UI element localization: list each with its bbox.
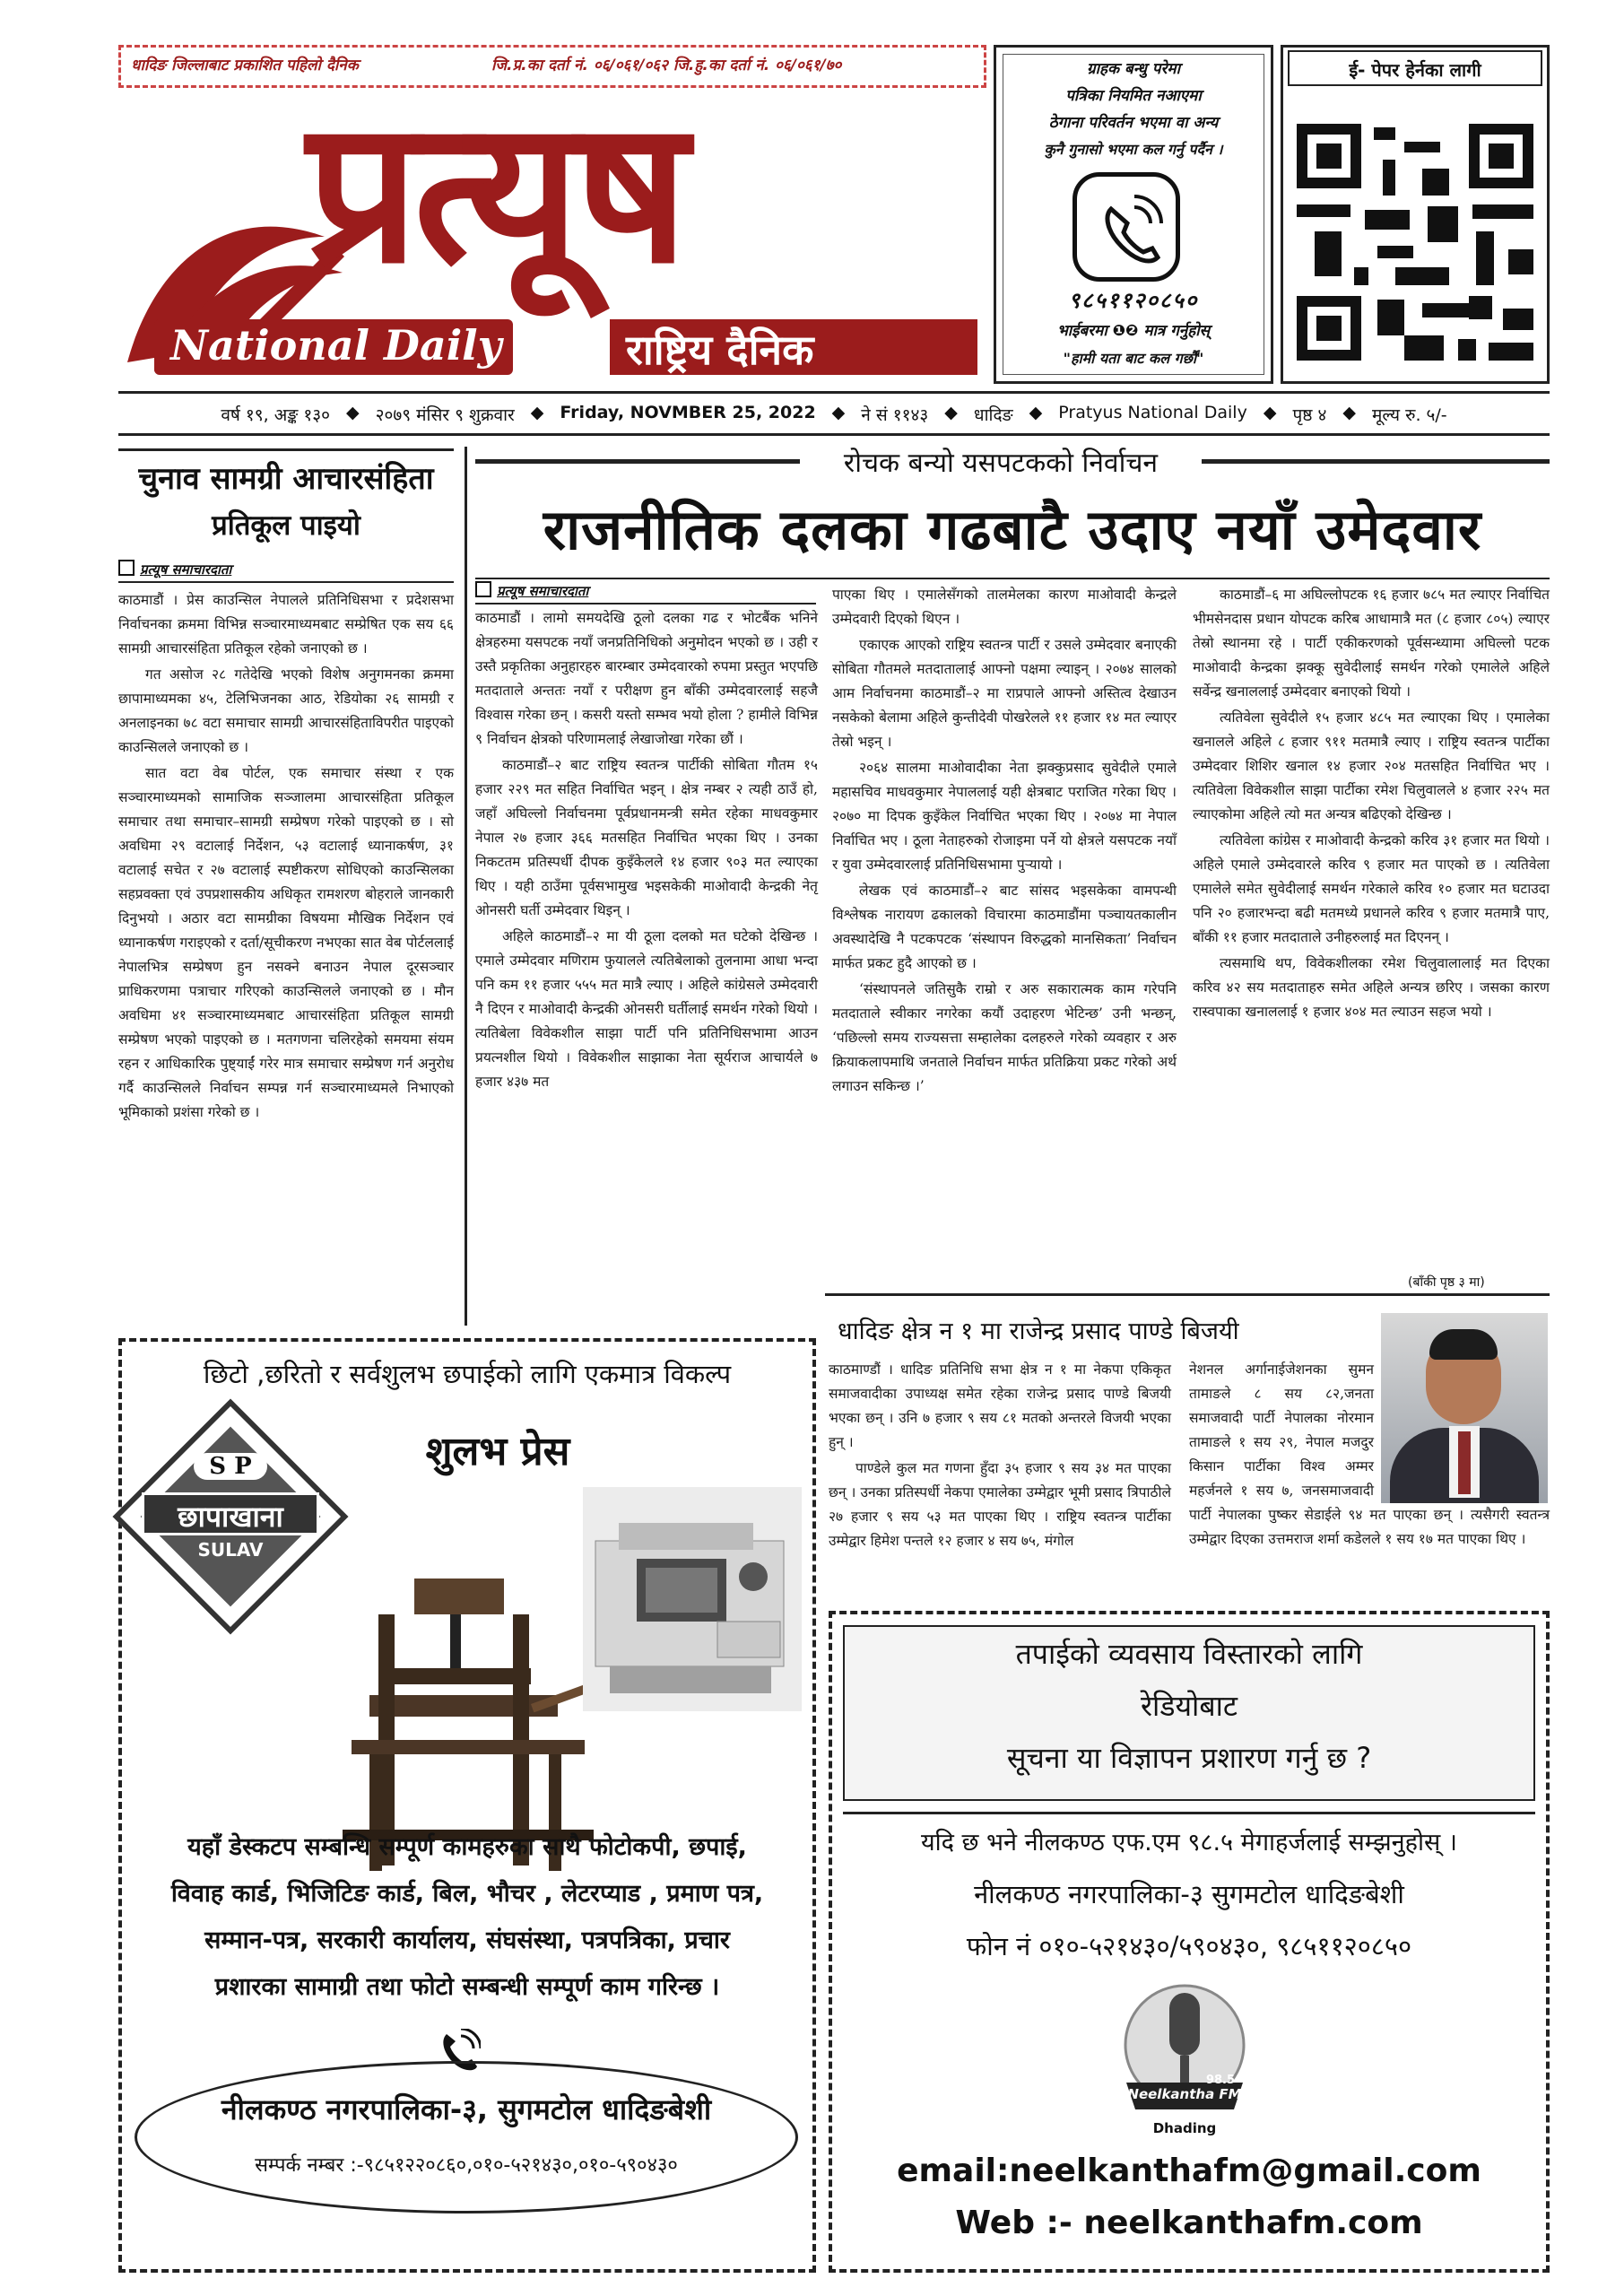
paragraph: २०६४ सालमा माओवादीका नेता झक्कुप्रसाद सुवेदीले एमाले महासचिव माधवकुमार नेपाललाई यही क्षेत्रबाट पराजित गरेका थिए । २०७० मा दिपक कुइँकेल निर्वाचित भएका थिए । २०७४ मा नेपाल निर्वाचित भए । ठूला नेताहरुको रोजाइमा पर्ने यो क्षेत्रले यसपटक नयाँ र युवा उम्मेदवारलाई प्रतिनिधिसभामा पुर्‍यायो । [832,760,1177,873]
paragraph: काठमाडौं–६ मा अघिल्लोपटक १६ हजार ७८५ मत ल्याएर निर्वाचित भीमसेनदास प्रधान योपटक करिब आधामात्रै मत (८ हजार ८०५) ल्याएर तेस्रो स्थानमा रहे । पार्टी एकीकरणको पूर्वसन्ध्यामा अघिल्लो पटक माओवादी केन्द्रका झक्कू सुवेदीलाई समर्थन गरेको एमालेले अहिले सर्वेन्द्र खनाललाई उम्मेदवार बनाएको थियो । [1193,587,1550,700]
kicker-rule-left [475,459,800,464]
press-address: नीलकण्ठ नगरपालिका-३, सुगमटोल धादिङबेशी [221,2092,712,2126]
byline-text: प्रत्यूष समाचारदाता [497,583,589,599]
paragraph: काठमाडौं । लामो समयदेखि ठूलो दलका गढ र भोटबैंक भनिने क्षेत्रहरुमा यसपटक नयाँ जनप्रतिनिधिको अनुमोदन भएको छ । उही र उस्तै प्रकृतिका अनुहारहरु बारम्बार उम्मेदवारको रुपमा प्रस्तुत भएपछि मतदाताले अन्ततः नयाँ र परीक्षण हुन बाँकी उम्मेदवारलाई सहजै विश्वास गरेका छन् । कसरी यस्तो सम्भव भयो होला ? हामीले विभिन्न ९ निर्वाचन क्षेत्रको परिणामलाई लेखाजोखा गरेका छौं । [475,610,818,747]
service-line: प्रशारका सामाग्री तथा फोटो सम्बन्धी सम्पूर्ण काम गरिन्छ । [214,1973,720,2001]
separator-icon: ◆ [530,403,544,422]
paragraph: सात वटा वेब पोर्टल, एक समाचार संस्था र एक सञ्चारमाध्यमको सामाजिक सञ्जालमा आचारसंहिता प्रतिकूल समाचार तथा समाचार–सामग्री सम्प्रेषण गरेको पाइएको छ । सो अवधिमा २९ वटालाई निर्देशन, ५३ वटालाई ध्यानाकर्षण, ३१ वटालाई सचेत र २७ वटालाई स्पष्टीकरण सोधिएको काउन्सिलका सहप्रवक्ता एवं उपप्रशासकीय अधिकृत रामशरण बोहराले जानकारी दिनुभयो । अठार वटा सामग्रीका विषयमा मौखिक निर्देशन एवं ध्यानाकर्षण गराइएको र दर्ता/सूचीकरण नभएका सात वेब पोर्टललाई नेपालभित्र सम्प्रेषण हुन नसक्ने बनाउन नेपाल दूरसञ्चार प्राधिकरणमा पत्राचार गरिएको काउन्सिलले जनाएको छ । मौन अवधिमा ४१ सञ्चारमाध्यमबाट आचारसंहिता प्रतिकूल सामग्री सम्प्रेषण भएको पाइएको छ । मतगणना चलिरहेको समयमा संयम रहन र आधिकारिक पुष्ट्याईं गरेर मात्र समाचार सम्प्रेषण गर्न अनुरोध गर्दै काउन्सिलले निर्वाचन सम्पन्न गर्न सञ्चारमाध्यमले निभाएको भूमिकाको प्रशंसा गरेको छ । [118,765,454,1120]
paragraph: काठमाडौं–२ बाट राष्ट्रिय स्वतन्त्र पार्टीकी सोबिता गौतम १५ हजार २२९ मत सहित निर्वाचित भइन् । क्षेत्र नम्बर २ त्यही ठाउँ हो, जहाँ अघिल्लो निर्वाचनमा पूर्वप्रधानमन्त्री समेत रहेका माधवकुमार नेपाल २७ हजार ३६६ मतसहित निर्वाचित भएका थिए । उनका निकटतम प्रतिस्पर्धी दीपक कुइँकेलले १४ हजार ९०३ मत ल्याएका थिए । यही ठाउँमा पूर्वसभामुख भइसकेकी माओवादी केन्द्रकी नेतृ ओनसरी घर्ती उम्मेदवार थिइन् । [475,757,818,918]
paper-name: Pratyus National Daily [1058,403,1247,422]
logo-text: प्रत्यूष [307,77,683,307]
paragraph: एकाएक आएको राष्ट्रिय स्वतन्त्र पार्टी र उसले उम्मेदवार बनाएकी सोबिता गौतमले मतदातालाई आफ्नो पक्षमा ल्याइन् । २०७४ सालको आम निर्वाचनमा काठमाडौं–२ मा राप्रपाले आफ्नो अस्तित्व देखाउन नसकेको बेलामा अहिले कुन्तीदेवी पोखरेलले ११ हजार १४ मत ल्याएर तेस्रो भइन् । [832,637,1177,750]
main-story-col2 [832,583,1177,1100]
paragraph: लेखक एवं काठमाडौं–२ बाट सांसद भइसकेका वामपन्थी विश्लेषक नारायण ढकालको विचारमा काठमाडौंमा पञ्चायतकालीन अवस्थादेखि नै पटकपटक ‘संस्थापन विरुद्धको मानसिकता’ निर्वाचन मार्फत प्रकट हुदै आएको छ । [832,883,1177,971]
checkbox-icon [118,560,135,576]
separator-icon: ◆ [1029,403,1043,422]
dhading-col1 [829,1358,1171,1555]
viber-icon [1073,172,1180,282]
press-logo-sp: S P [194,1453,267,1480]
main-headline: राजनीतिक दलका गढबाटै उदाए नयाँ उमेदवार [543,497,1482,562]
paragraph: गत असोज २८ गतेदेखि भएको विशेष अनुगमनका क्रममा छापामाध्यमका ४५, टेलिभिजनका आठ, रेडियोका २६ सामग्री र अनलाइनका ७८ वटा समाचार सामग्री आचारसंहिताविपरीत पाइएको काउन्सिलले जनाएको छ । [118,666,454,755]
press-services [122,1824,812,2011]
pages: पृष्ठ ४ [1292,405,1327,425]
paragraph: त्यतिवेला कांग्रेस र माओवादी केन्द्रको करिव ३१ हजार मत थियो । अहिले एमाले उम्मेदवारले करिव ९ हजार मत पाएको छ । त्यतिवेला एमालेले समेत सुवेदीलाई समर्थन गरेकाले करिव १० हजार मत घटाउदा पनि २० हजारभन्दा बढी मतमध्ये प्रधानले करिव ९ हजार मतमात्रै पाए, बाँकी ११ हजार मतदाताले उनीहरुलाई मत दिएनन् । [1193,832,1550,945]
fm-line4: यदि छ भने नीलकण्ठ एफ.एम ९८.५ मेगाहर्जलाई सम्झनुहोस् । [920,1829,1458,1857]
column-divider [465,447,467,1326]
epaper-label: ई- पेपर हेर्नका लागी [1288,50,1542,86]
press-ad-headline: छिटो ,छरितो र सर्वशुलभ छपाईको लागि एकमात्र विकल्प [203,1359,732,1389]
price: मूल्य रु. ५/- [1371,405,1447,425]
fm-divider [843,1812,1535,1814]
kicker-rule-right [1202,459,1550,464]
viber-quote: "हामी यता बाट कल गर्छौं" [1063,350,1204,367]
place: धादिङ [973,405,1013,425]
headline-rule [475,578,1550,579]
offset-press-image [583,1487,802,1711]
notice-line: कुनै गुनासो भएमा कल गर्नु पर्दैन । [1044,141,1223,158]
fm-logo-freq: 98.5 [1205,2074,1236,2087]
paragraph: पाण्डेले कुल मत गणना हुँदा ३५ हजार ९ सय ३४ मत पाएका छन् । उनका प्रतिस्पर्धी नेकपा एमालेका उम्मेद्वार भूमी प्रसाद त्रिपाठीले २७ हजार ९ सय ५३ मत पाएका थिए । राष्ट्रिय स्वतन्त्र पार्टीका उम्मेद्वार हिमेश पन्तले १२ हजार ४ सय ७५, मंगोल [829,1460,1171,1549]
nepali-name: राष्ट्रिय दैनिक [626,326,814,374]
left-story-rule [118,448,454,451]
byline-rule [475,603,816,604]
service-line: यहाँ डेस्कटप सम्बन्धि सम्पूर्ण कामहरुका साथै फोटोकपी, छपाई, [187,1833,747,1861]
title-line: चुनाव सामग्री आचारसंहिता [138,461,434,497]
press-ad-name: शुलभ प्रेस [425,1429,570,1474]
paragraph: पाएका थिए । एमालेसँगको तालमेलका कारण माओवादी केन्द्रले उम्मेदवारी दिएको थिएन । [832,587,1177,627]
notice-text [997,56,1270,163]
notice-line: ग्राहक बन्धु परेमा [1087,60,1180,78]
top-strip-right: जि.प्र.का दर्ता नं. ०६/०६१/०६२ जि.हु.का दर्ता नं. ०६/०६१/७० [491,57,842,74]
press-logo-top: छापाखाना [142,1492,319,1535]
address-ellipse [135,2061,798,2213]
fm-web[interactable]: Web :- neelkanthafm.com [955,2205,1423,2241]
left-story-body [118,588,454,1126]
paragraph: काठमाडौं । प्रेस काउन्सिल नेपालले प्रतिनिधिसभा र प्रदेशसभा निर्वाचनका क्रममा विभिन्न सञ्चारमाध्यमबाट सम्प्रेषित एक सय ६६ सामग्री आचारसंहिता प्रतिकूल रहेको जनाएको छ । [118,592,454,657]
dhading-col2-text: नेशनल अर्गानाईजेशनका सुमन तामाङले ८ सय ८२,जनता समाजवादी पार्टी नेपालका नोरमान तामाङले १ सय २९, नेपाल मजदुर किसान पार्टीका विश्व अम्मर महर्जनले १ सय ७, जनसमाजवादी पार्टी नेपालका पुष्कर सेडाईले ९४ मत पाएका छन् । त्यसैगरी स्वतन्त्र उम्मेद्वार दिएका उत्तमराज शर्मा कडेलले १ सय १७ मत पाएका थिए । [1189,1361,1550,1547]
separator-icon: ◆ [944,403,958,422]
nepali-date: २०७९ मंसिर ९ शुक्रवार [375,405,515,425]
service-line: सम्मान-पत्र, सरकारी कार्यालय, संघसंस्था, पत्रपत्रिका, प्रचार [204,1926,730,1954]
main-kicker: रोचक बन्यो यसपटकको निर्वाचन [843,448,1159,479]
dateline [118,403,1550,426]
byline-text: प्रत्यूष समाचारदाता [140,561,232,578]
separator-icon: ◆ [1342,403,1356,422]
notice-line: ठेगाना परिवर्तन भएमा वा अन्य [1048,114,1219,132]
fm-line2: रेडियोबाट [1140,1689,1238,1723]
fm-logo [1108,1984,1261,2118]
viber-line: भाईबरमा ❶❷ मात्र गर्नुहोस् [1056,322,1211,340]
fm-email[interactable]: email:neelkanthafm@gmail.com [897,2152,1481,2189]
left-story-byline [118,560,231,578]
fm-line5: नीलकण्ठ नगरपालिका-३ सुगमटोल धादिङबेशी [974,1879,1404,1909]
paragraph: त्यतिवेला सुवेदीले १५ हजार ४८५ मत ल्याएका थिए । एमालेका खनालले अहिले ८ हजार ९११ मतमात्रै ल्याए । राष्ट्रिय स्वतन्त्र पार्टीका उम्मेदवार शिशिर खनाल १४ हजार २०४ मतसहित निर्वाचित भए । त्यतिवेला विवेकशील साझा पार्टीका रमेश चिलुवालले ४ हजार २२५ मत ल्याएकोमा अहिले त्यो मत अन्यत्र बढिएको देखिन्छ । [1193,709,1550,822]
main-story-col3 [1193,583,1550,1026]
fm-logo-place: Dhading [1152,2120,1217,2136]
qr-code-icon[interactable] [1297,124,1533,361]
paragraph: अहिले काठमाडौं–२ मा यी ठूला दलको मत घटेको देखिन्छ । एमाले उम्मेदवार मणिराम फुयालले त्यतिबेलाको तुलनामा आधा भन्दा पनि कम ११ हजार ५५५ मत मात्रै ल्याए । अहिले कांग्रेसले उम्मेदवारी नै दिएन र माओवादी केन्द्रकी ओनसरी घर्तीलाई समर्थन गरेको थियो । त्यतिबेला विवेकशील साझा पार्टी पनि प्रतिनिधिसभामा आउन प्रयत्नशील थियो । विवेकशील साझाका नेता सूर्यराज आचार्यले ७ हजार ४३७ मत [475,928,818,1090]
dhading-top-rule [825,1293,1550,1296]
separator-icon: ◆ [345,403,360,422]
continued-note: (बाँकी पृष्ठ ३ मा) [1408,1275,1485,1290]
paragraph: ‘संस्थापनले जतिसुकै राम्रो र अरु सकारात्मक काम गरेपनि मतदाताले स्वीकार नगरेका कयौं उदाहरण भेटिन्छ’ उनी भन्छन्, ‘पछिल्लो समय राज्यसत्ता सम्हालेका दलहरुले गरेको व्यवहार र अरु क्रियाकलापमाथि जनताले निर्वाचन मार्फत प्रतिक्रिया प्रकट गरेको अर्थ लगाउन सकिन्छ ।’ [832,981,1177,1094]
viber-number: ९८५११२०८५० [1068,288,1199,313]
separator-icon: ◆ [831,403,846,422]
separator-icon: ◆ [1263,403,1277,422]
top-strip-left: धादिङ जिल्लाबाट प्रकाशित पहिलो दैनिक [131,57,359,74]
fm-line6: फोन नं ०१०-५२१४३०/५९०४३०, ९८५११२०८५० [966,1931,1412,1961]
service-line: विवाह कार्ड, भिजिटिङ कार्ड, बिल, भौचर , लेटरप्याड , प्रमाण पत्र, [170,1880,764,1908]
title-line: प्रतिकूल पाइयो [212,509,360,542]
fm-line3: सूचना या विज्ञापन प्रशारण गर्नु छ ? [1006,1741,1372,1775]
english-date: Friday, NOVMBER 25, 2022 [560,403,816,422]
main-story-col1 [475,606,818,1096]
byline-rule [118,581,454,583]
paragraph: त्यसमाथि थप, विवेकशीलका रमेश चिलुवालालाई मत दिएका करिव ४२ सय मतदाताहरु समेत अहिले अन्यत्र छरिए । जसका कारण रास्वपाका खनाललाई १ हजार ४०४ मत ल्याउन सहज भयो । [1193,955,1550,1020]
press-logo-en: SULAV [197,1539,264,1561]
dhading-story-title: धादिङ क्षेत्र न १ मा राजेन्द्र प्रसाद पाण्डे बिजयी [838,1318,1239,1345]
photo-text-mask [1379,1311,1550,1505]
checkbox-icon [475,581,491,597]
notice-line: पत्रिका नियमित नआएमा [1065,87,1202,105]
fm-line1: तपाईको व्यवसाय विस्तारको लागि [1015,1637,1363,1671]
english-name: National Daily [170,321,502,370]
press-contact: सम्पर्क नम्बर :-९८५१२२०८६०,०१०-५२१४३०,०१०-५९०४३० [255,2154,678,2177]
main-byline [475,581,588,600]
masthead-logo [118,77,985,382]
left-story-title [113,456,459,549]
nepal-sambat: ने सं ११४३ [861,405,929,425]
year-issue: वर्ष १९, अङ्क १३० [221,405,330,425]
paragraph: काठमाण्डौं । धादिङ प्रतिनिधि सभा क्षेत्र न १ मा नेकपा एकिकृत समाजवादीका उपाध्यक्ष समेत रहेका राजेन्द्र प्रसाद पाण्डे बिजयी भएका छन् । उनि ७ हजार ९ सय ८१ मतको अन्तरले विजयी भएका हुन् । [829,1361,1171,1450]
fm-logo-name: Neelkantha FM [1127,2086,1242,2102]
